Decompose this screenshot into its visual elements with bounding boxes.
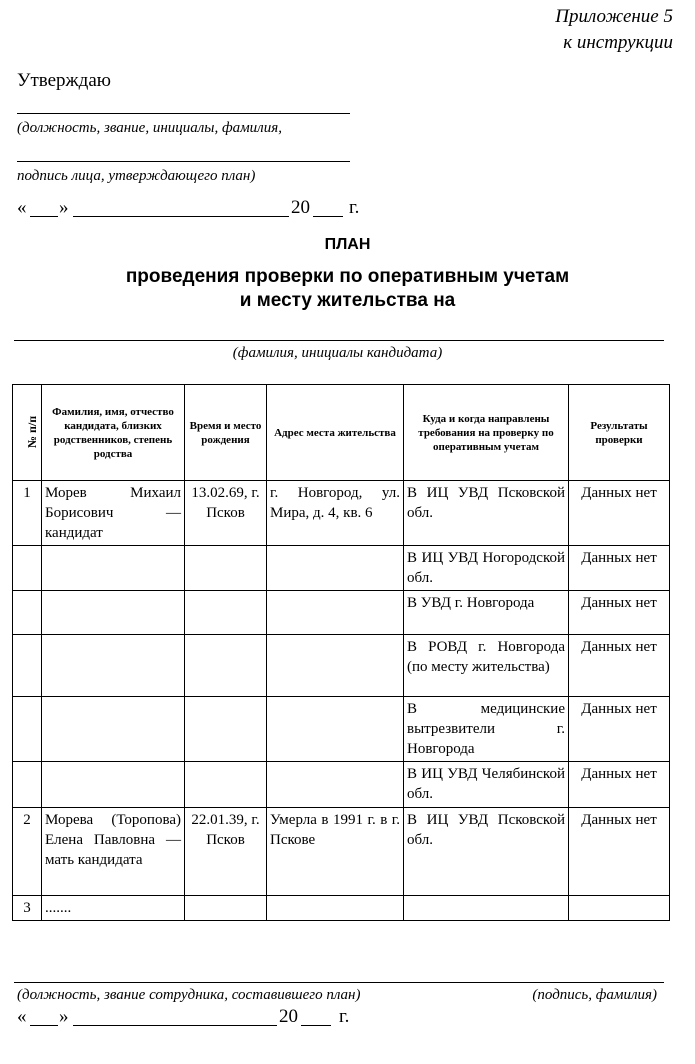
row-birth — [185, 591, 267, 635]
row-number — [13, 762, 42, 808]
row-name — [42, 591, 185, 635]
row-result: Данных нет — [569, 635, 670, 697]
row-where: В медицинские вытрезвители г. Новгорода — [404, 697, 569, 762]
row-birth: 13.02.69, г. Псков — [185, 481, 267, 546]
row-where: В ИЦ УВД Псковской обл. — [404, 808, 569, 896]
row-name — [42, 762, 185, 808]
row-number — [13, 635, 42, 697]
row-number — [13, 591, 42, 635]
row-where: В ИЦ УВД Ногородской обл. — [404, 546, 569, 591]
table-row — [13, 546, 670, 591]
approve-year-line — [313, 216, 343, 217]
footer-date-close-quote: » — [59, 1006, 69, 1027]
row-address: г. Новгород, ул. Мира, д. 4, кв. 6 — [267, 481, 404, 546]
row-result: Данных нет — [569, 697, 670, 762]
appendix-line-1: Приложение 5 — [555, 6, 673, 27]
approver-position-line — [17, 113, 350, 114]
row-birth — [185, 546, 267, 591]
compiler-caption: (должность, звание сотрудника, составившего план) — [17, 987, 361, 1003]
approve-date-close-quote: » — [59, 197, 69, 218]
row-result: Данных нет — [569, 546, 670, 591]
check-plan-table — [12, 384, 670, 921]
row-address — [267, 896, 404, 921]
approve-year-suffix: г. — [349, 197, 360, 218]
approve-label: Утверждаю — [17, 70, 111, 91]
row-where: В ИЦ УВД Челябинской обл. — [404, 762, 569, 808]
table-row — [13, 591, 670, 635]
footer-year-line — [301, 1025, 331, 1026]
candidate-name-line — [14, 340, 664, 341]
row-where — [404, 896, 569, 921]
table-row — [13, 808, 670, 896]
row-birth — [185, 697, 267, 762]
footer-month-line — [73, 1025, 277, 1026]
header-where: Куда и когда направлены требования на проверку по оперативным учетам — [404, 385, 569, 481]
header-birth: Время и место рождения — [185, 385, 267, 481]
row-name: ....... — [42, 896, 185, 921]
approve-date-open-quote: « — [17, 197, 27, 218]
row-name — [42, 697, 185, 762]
approver-caption-1: (должность, звание, инициалы, фамилия, — [17, 120, 282, 136]
row-result: Данных нет — [569, 762, 670, 808]
row-address — [267, 762, 404, 808]
row-name: Морев Михаил Борисович — кандидат — [42, 481, 185, 546]
row-number: 3 — [13, 896, 42, 921]
table-row — [13, 697, 670, 762]
header-address: Адрес места жительства — [267, 385, 404, 481]
row-where: В ИЦ УВД Псковской обл. — [404, 481, 569, 546]
header-number: № п/п — [13, 385, 42, 481]
row-result — [569, 896, 670, 921]
table-header-row — [13, 385, 670, 481]
table-row — [13, 635, 670, 697]
row-address: Умерла в 1991 г. в г. Пскове — [267, 808, 404, 896]
plan-subtitle-line-2: и месту жительства на — [239, 290, 456, 311]
appendix-label — [555, 4, 673, 56]
plan-title: ПЛАН — [324, 236, 371, 253]
row-result: Данных нет — [569, 591, 670, 635]
footer-date-open-quote: « — [17, 1006, 27, 1027]
compiler-line — [14, 982, 664, 983]
row-birth — [185, 635, 267, 697]
row-birth — [185, 762, 267, 808]
row-address — [267, 635, 404, 697]
table-row — [13, 896, 670, 921]
row-name: Морева (Торопова) Елена Павловна — мать кандидата — [42, 808, 185, 896]
row-where: В РОВД г. Новгорода (по месту жительства) — [404, 635, 569, 697]
row-result: Данных нет — [569, 481, 670, 546]
row-number: 1 — [13, 481, 42, 546]
footer-year-suffix: г. — [339, 1006, 350, 1027]
row-where: В УВД г. Новгорода — [404, 591, 569, 635]
appendix-line-2: к инструкции — [563, 32, 673, 53]
row-name — [42, 635, 185, 697]
row-birth: 22.01.39, г. Псков — [185, 808, 267, 896]
row-result: Данных нет — [569, 808, 670, 896]
row-address — [267, 591, 404, 635]
row-address — [267, 546, 404, 591]
row-name — [42, 546, 185, 591]
footer-year-prefix: 20 — [279, 1006, 298, 1027]
row-address — [267, 697, 404, 762]
signature-caption: (подпись, фамилия) — [532, 987, 657, 1003]
approve-day-line — [30, 216, 58, 217]
candidate-caption: (фамилия, инициалы кандидата) — [232, 345, 443, 361]
plan-subtitle-line-1: проведения проверки по оперативным учетам — [125, 266, 570, 287]
table-row — [13, 762, 670, 808]
header-result: Результаты проверки — [569, 385, 670, 481]
approver-signature-line — [17, 161, 350, 162]
approve-year-prefix: 20 — [291, 197, 310, 218]
header-name: Фамилия, имя, отчество кандидата, близких родственников, степень родства — [42, 385, 185, 481]
row-number — [13, 697, 42, 762]
row-birth — [185, 896, 267, 921]
row-number — [13, 546, 42, 591]
table-row — [13, 481, 670, 546]
approve-month-line — [73, 216, 289, 217]
approver-caption-2: подпись лица, утверждающего план) — [17, 168, 256, 184]
row-number: 2 — [13, 808, 42, 896]
plan-subtitle — [0, 265, 695, 313]
footer-day-line — [30, 1025, 58, 1026]
